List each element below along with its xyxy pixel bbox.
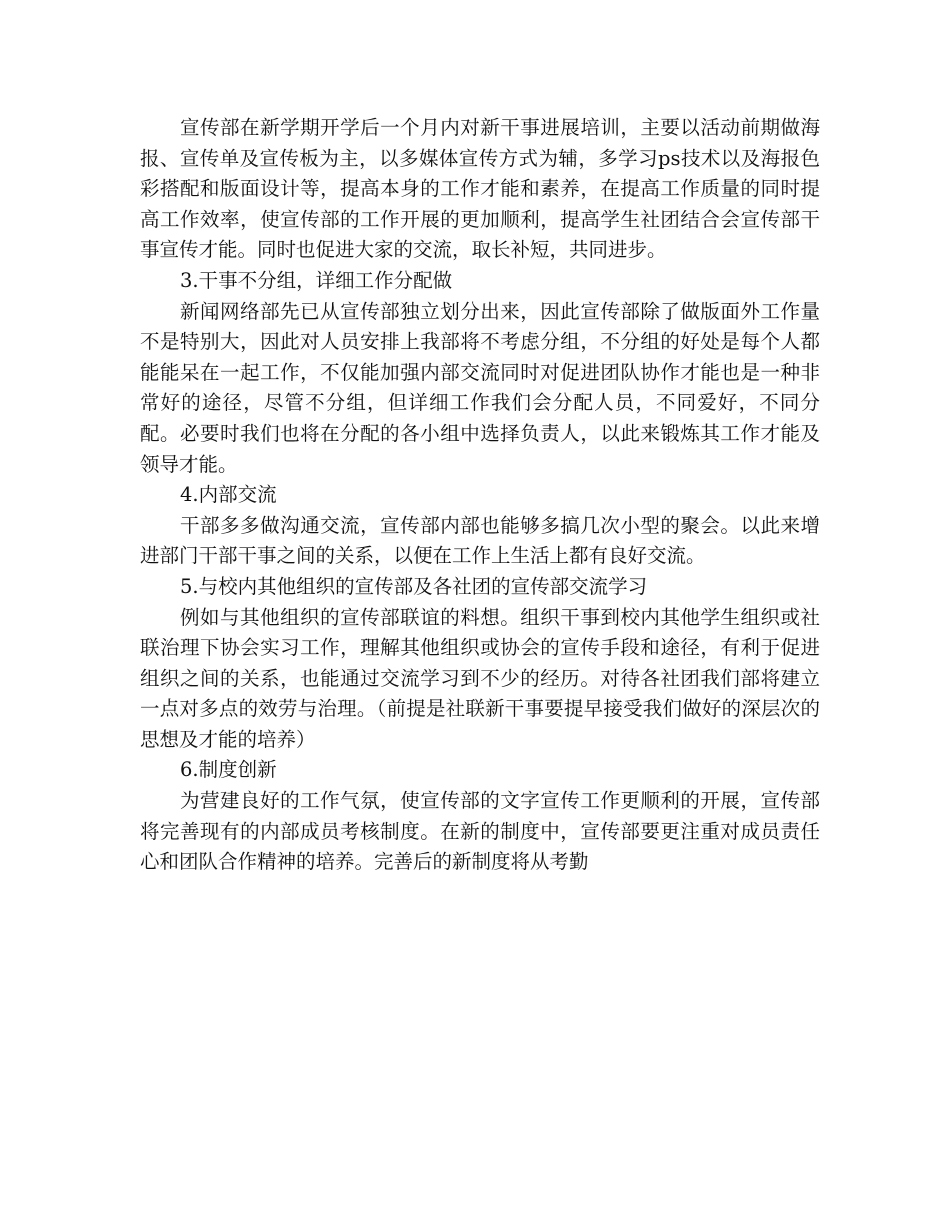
paragraph-external-exchange: 例如与其他组织的宣传部联谊的料想。组织干事到校内其他学生组织或社联治理下协会实习工作，理解其他组织或协会的宣传手段和途径，有利于促进组织之间的关系，也能通过交流学习到不少的经历。对待各社团我们部将建立一点对多点的效劳与治理。（前提是社联新干事要提早接受我们做好的深层次的思想及才能的培养）	[140, 605, 820, 751]
paragraph-system-innovation: 为营建良好的工作气氛，使宣传部的文字宣传工作更顺利的开展，宣传部将完善现有的内部成员考核制度。在新的制度中，宣传部要更注重对成员责任心和团队合作精神的培养。完善后的新制度将从考勤	[140, 789, 820, 874]
heading-external-exchange: 5.与校内其他组织的宣传部及各社团的宣传部交流学习	[180, 574, 648, 598]
paragraph-no-grouping: 新闻网络部先已从宣传部独立划分出来，因此宣传部除了做版面外工作量不是特别大，因此对人员安排上我部将不考虑分组，不分组的好处是每个人都能能呆在一起工作，不仅能加强内部交流同时对促进团队协作才能也是一种非常好的途径，尽管不分组，但详细工作我们会分配人员，不同爱好，不同分配。必要时我们也将在分配的各小组中选择负责人，以此来锻炼其工作才能及领导才能。	[140, 299, 820, 476]
heading-system-innovation: 6.制度创新	[180, 758, 277, 782]
document-page	[140, 113, 820, 878]
heading-no-grouping: 3.干事不分组，详细工作分配做	[180, 268, 453, 292]
paragraph-internal-exchange: 干部多多做沟通交流，宣传部内部也能够多搞几次小型的聚会。以此来增进部门干部干事之间的关系，以便在工作上生活上都有良好交流。	[140, 513, 820, 568]
heading-internal-exchange: 4.内部交流	[180, 483, 277, 507]
paragraph-training: 宣传部在新学期开学后一个月内对新干事进展培训，主要以活动前期做海报、宣传单及宣传板为主，以多媒体宣传方式为辅，多学习ps技术以及海报色彩搭配和版面设计等，提高本身的工作才能和素养，在提高工作质量的同时提高工作效率，使宣传部的工作开展的更加顺利，提高学生社团结合会宣传部干事宣传才能。同时也促进大家的交流，取长补短，共同进步。	[140, 116, 820, 262]
